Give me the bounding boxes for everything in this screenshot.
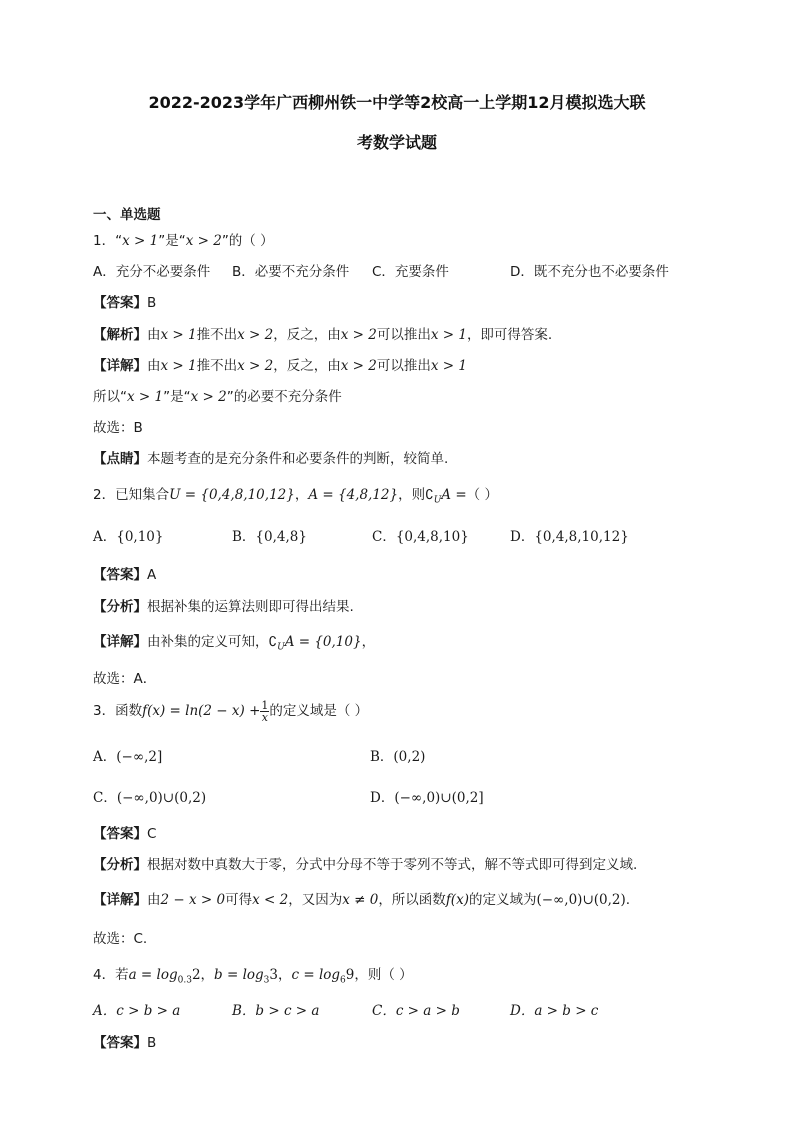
math: b = log [214, 967, 264, 983]
math: x > 1 [430, 358, 467, 374]
fraction-numerator: 1 [261, 698, 269, 712]
math: ∁ [268, 634, 278, 650]
math: x > 2 [237, 358, 274, 374]
q2-option-a: A．{0,10} [93, 529, 164, 545]
math-sub: 6 [340, 975, 346, 986]
math: x > 1 [160, 358, 197, 374]
choose-label: 故选： [93, 420, 134, 436]
q1-stem [93, 229, 274, 249]
document-title-line2: 考数学试题 [356, 133, 437, 152]
math: A = {4,8,12} [308, 487, 399, 503]
text: 2．已知集合 [93, 487, 170, 503]
math-sub: 0.3 [177, 975, 192, 986]
q1-conclusion [93, 385, 342, 405]
text: ”的必要不充分条件 [226, 389, 342, 405]
text: 由 [147, 358, 161, 374]
text: . [625, 892, 631, 908]
math: x > 1 [127, 389, 164, 405]
choose-value: A． [133, 671, 157, 687]
text: ”是“ [163, 389, 191, 405]
math: x ≠ 0 [342, 892, 379, 908]
answer-value: B [147, 1035, 157, 1051]
text: ，则 [398, 487, 426, 503]
q3-detail [93, 888, 630, 908]
detail-label: 【详解】 [93, 892, 147, 908]
text: ， [278, 967, 292, 983]
text: 3．函数 [93, 703, 143, 719]
q2-option-d: D．{0,4,8,10,12} [510, 529, 629, 545]
q4-answer [93, 1031, 156, 1051]
math: 9 [345, 967, 355, 983]
q1-choose [93, 416, 143, 436]
analysis-label: 【分析】 [93, 599, 147, 615]
q4-option-b: B．b > c > a [232, 1003, 320, 1019]
math: x > 2 [340, 358, 377, 374]
text: 本题考查的是充分条件和必要条件的判断，较简单. [147, 451, 449, 467]
q1-analysis [93, 323, 552, 343]
q4-stem [93, 963, 413, 986]
q1-option-b: B．必要不充分条件 [232, 264, 350, 280]
detail-label: 【详解】 [93, 634, 147, 650]
math: x > 2 [185, 233, 222, 249]
math: f(x) = ln(2 − x) + [142, 703, 261, 719]
text: 推不出 [196, 358, 238, 374]
section-heading: 一、单选题 [93, 207, 161, 223]
q3-option-d: D．(−∞,0)∪(0,2] [370, 790, 484, 806]
q1-option-d: D．既不充分也不必要条件 [510, 264, 669, 280]
q2-answer [93, 563, 156, 583]
q4-option-c: C．c > a > b [372, 1003, 460, 1019]
q3-choose [93, 927, 147, 947]
analysis-label: 【分析】 [93, 857, 147, 873]
q3-option-a: A．(−∞,2] [93, 749, 163, 765]
math: x > 2 [340, 327, 377, 343]
text: 的定义域是（ ） [269, 703, 369, 719]
math-sub: 3 [263, 975, 270, 986]
q3-option-b: B．(0,2) [370, 749, 426, 765]
answer-label: 【答案】 [93, 826, 147, 842]
text: ，即可得答案. [466, 327, 553, 343]
math: x < 2 [252, 892, 289, 908]
choose-label: 故选： [93, 931, 134, 947]
math: f(x) [445, 892, 469, 908]
answer-value: A [147, 567, 157, 583]
text: 由 [147, 327, 161, 343]
choose-value: B [133, 420, 143, 436]
text: ，所以函数 [378, 892, 446, 908]
text: 4．若 [93, 967, 129, 983]
text: ，反之，由 [273, 327, 341, 343]
math: (−∞,0)∪(0,2) [536, 892, 626, 908]
q1-option-c: C．充要条件 [372, 264, 449, 280]
q4-option-a: A．c > b > a [93, 1003, 181, 1019]
detail-label: 【详解】 [93, 358, 147, 374]
math: ∁ [425, 487, 434, 503]
fraction-denominator: x [261, 710, 268, 724]
q1-detail [93, 354, 467, 374]
choose-label: 故选： [93, 671, 134, 687]
math: 2 [191, 967, 201, 983]
text: 根据补集的运算法则即可得出结果. [147, 599, 354, 615]
math: A = {0,10} [284, 634, 362, 650]
math: 3 [269, 967, 278, 983]
text: 1．“ [93, 233, 123, 249]
math: 2 − x > 0 [160, 892, 226, 908]
math: x > 2 [237, 327, 274, 343]
text: 推不出 [196, 327, 238, 343]
text: 可以推出 [376, 358, 431, 374]
answer-value: C [147, 826, 157, 842]
q2-detail [93, 630, 375, 653]
choose-value: C. [133, 931, 148, 947]
q1-comment [93, 447, 448, 467]
text: 可得 [225, 892, 253, 908]
text: 可以推出 [376, 327, 431, 343]
math: c = log [291, 967, 341, 983]
math: a = log [128, 967, 178, 983]
answer-label: 【答案】 [93, 1035, 147, 1051]
text: ，又因为 [288, 892, 343, 908]
text: 由 [147, 892, 161, 908]
q2-choose [93, 667, 156, 687]
q2-analysis [93, 595, 354, 615]
q1-option-a: A．充分不必要条件 [93, 264, 211, 280]
q2-stem [93, 483, 498, 506]
math: x > 2 [190, 389, 227, 405]
math: x > 1 [430, 327, 467, 343]
math: U = {0,4,8,10,12} [169, 487, 295, 503]
q1-answer [93, 291, 156, 311]
q3-option-c: C．(−∞,0)∪(0,2) [93, 790, 207, 806]
text: ”的（ ） [221, 233, 274, 249]
math-sub: U [277, 642, 285, 653]
text: ， [294, 487, 309, 503]
text: ， [361, 634, 376, 650]
q2-option-b: B．{0,4,8} [232, 529, 307, 545]
q2-option-c: C．{0,4,8,10} [372, 529, 469, 545]
math: x > 1 [122, 233, 159, 249]
answer-label: 【答案】 [93, 295, 147, 311]
text: 所以“ [93, 389, 127, 405]
q4-option-d: D．a > b > c [510, 1003, 599, 1019]
q3-stem [93, 699, 368, 723]
answer-label: 【答案】 [93, 567, 147, 583]
comment-label: 【点睛】 [93, 451, 147, 467]
text: 由补集的定义可知， [147, 634, 269, 650]
text: ， [200, 967, 215, 983]
math: A = [441, 487, 467, 503]
math-sub: U [433, 495, 442, 506]
text: 根据对数中真数大于零，分式中分母不等于零列不等式，解不等式即可得到定义域. [147, 857, 638, 873]
q3-answer [93, 822, 156, 842]
text: 的定义域为 [468, 892, 537, 908]
analysis-label: 【解析】 [93, 327, 147, 343]
text: ，反之，由 [273, 358, 341, 374]
document-title-line1: 2022-2023学年广西柳州铁一中学等2校高一上学期12月模拟选大联 [148, 93, 646, 112]
text: ”是“ [158, 233, 186, 249]
text: ，则（ ） [354, 967, 413, 983]
answer-value: B [147, 295, 157, 311]
q3-analysis [93, 853, 637, 873]
text: （ ） [466, 487, 498, 503]
math: x > 1 [160, 327, 197, 343]
